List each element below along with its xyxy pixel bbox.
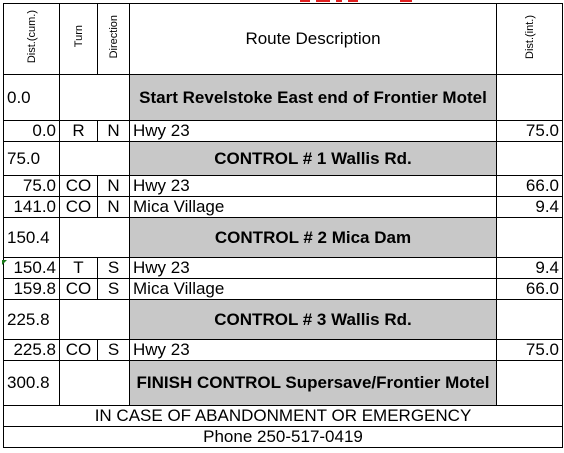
route-description-cell: Hwy 23 — [130, 121, 497, 142]
dist-cum-cell: 0.0 — [4, 121, 60, 142]
empty-cell — [60, 361, 130, 406]
dist-int-cell: 66.0 — [497, 176, 563, 197]
route-step-row — [4, 279, 563, 300]
direction-cell: S — [98, 340, 130, 361]
dist-int-cell — [497, 75, 563, 121]
emergency-note: IN CASE OF ABANDONMENT OR EMERGENCY — [4, 406, 563, 427]
route-description-cell: Hwy 23 — [130, 340, 497, 361]
cell-comment-marker — [2, 260, 7, 265]
empty-cell — [60, 142, 130, 176]
direction-cell: N — [98, 197, 130, 218]
turn-cell: CO — [60, 340, 98, 361]
turn-header: Turn — [60, 4, 98, 75]
header-row — [4, 4, 563, 75]
route-step-row — [4, 340, 563, 361]
dist-int-cell: 9.4 — [497, 197, 563, 218]
control-row — [4, 300, 563, 340]
dist-cum-cell: 75.0 — [4, 142, 60, 176]
dist-int-cell: 66.0 — [497, 279, 563, 300]
route-description-cell: Hwy 23 — [130, 176, 497, 197]
dist-cum-cell: 150.4 — [4, 218, 60, 258]
direction-cell: S — [98, 258, 130, 279]
dist-cum-cell: 300.8 — [4, 361, 60, 406]
control-text: CONTROL # 3 Wallis Rd. — [130, 300, 497, 340]
footer-row-1 — [4, 406, 563, 427]
footer-row-2 — [4, 427, 563, 448]
dist-int-cell: 9.4 — [497, 258, 563, 279]
empty-cell — [60, 75, 130, 121]
direction-cell: N — [98, 121, 130, 142]
turn-cell: CO — [60, 197, 98, 218]
direction-cell: N — [98, 176, 130, 197]
route-step-row — [4, 197, 563, 218]
dist-cum-header: Dist.(cum.) — [4, 4, 60, 75]
dist-int-header: Dist.(int.) — [497, 4, 563, 75]
route-description-header: Route Description — [130, 4, 497, 75]
turn-cell: CO — [60, 176, 98, 197]
control-row — [4, 75, 563, 121]
control-text: FINISH CONTROL Supersave/Frontier Motel — [130, 361, 497, 406]
dist-int-cell — [497, 361, 563, 406]
dist-cum-cell: 150.4 — [4, 258, 60, 279]
dist-cum-cell: 75.0 — [4, 176, 60, 197]
dist-cum-cell: 141.0 — [4, 197, 60, 218]
dist-int-cell: 75.0 — [497, 340, 563, 361]
turn-cell: CO — [60, 279, 98, 300]
route-description-cell: Hwy 23 — [130, 258, 497, 279]
route-description-cell: Mica Village — [130, 279, 497, 300]
control-row — [4, 142, 563, 176]
empty-cell — [60, 300, 130, 340]
dist-cum-cell: 225.8 — [4, 300, 60, 340]
dist-cum-cell: 225.8 — [4, 340, 60, 361]
control-row — [4, 218, 563, 258]
turn-cell: T — [60, 258, 98, 279]
dist-int-cell — [497, 142, 563, 176]
empty-cell — [60, 218, 130, 258]
emergency-phone: Phone 250-517-0419 — [4, 427, 563, 448]
route-step-row — [4, 258, 563, 279]
control-text: Start Revelstoke East end of Frontier Motel — [130, 75, 497, 121]
turn-cell: R — [60, 121, 98, 142]
route-step-row — [4, 176, 563, 197]
dist-int-cell: 75.0 — [497, 121, 563, 142]
direction-cell: S — [98, 279, 130, 300]
dist-cum-cell: 0.0 — [4, 75, 60, 121]
control-row — [4, 361, 563, 406]
control-text: CONTROL # 2 Mica Dam — [130, 218, 497, 258]
dist-int-cell — [497, 218, 563, 258]
route-description-cell: Mica Village — [130, 197, 497, 218]
dist-int-cell — [497, 300, 563, 340]
route-step-row — [4, 121, 563, 142]
dist-cum-cell: 159.8 — [4, 279, 60, 300]
direction-header: Direction — [98, 4, 130, 75]
cue-sheet-table — [3, 3, 563, 448]
control-text: CONTROL # 1 Wallis Rd. — [130, 142, 497, 176]
